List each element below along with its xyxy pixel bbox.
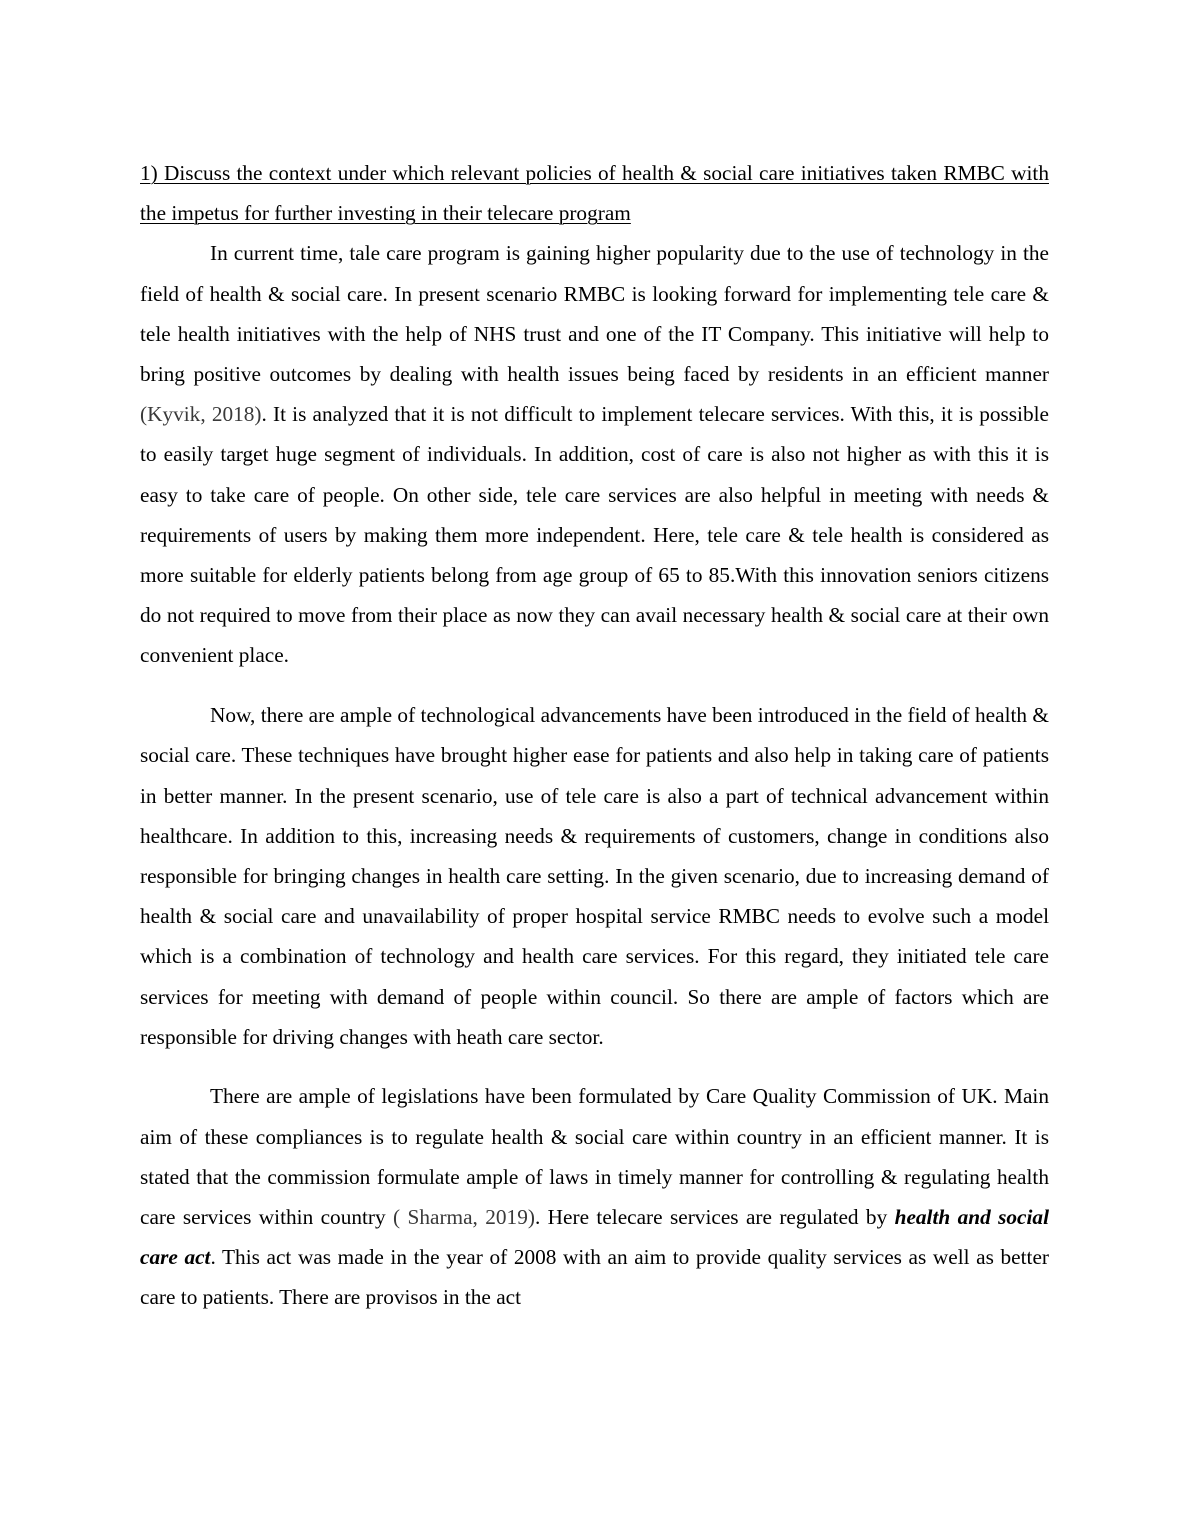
- citation-sharma: ( Sharma, 2019): [393, 1205, 535, 1230]
- paragraph-3: [140, 1076, 1049, 1317]
- paragraph-3-text-start: There are ample of legislations have been formulated by Care Quality Commission of UK. Main aim of these compliances is to regulate health & social care within country in an efficient manner. It is stated that the commission formulate ample of laws in timely manner for controlling & regulating health care services within country: [140, 1084, 1049, 1230]
- paragraph-1-text-end: . It is analyzed that it is not difficult to implement telecare services. With this, it is possible to easily target huge segment of individuals. In addition, cost of care is also not higher as with this it is easy to take care of people. On other side, tele care services are also helpful in meeting with needs & requirements of users by making them more independent. Here, tele care & tele health is considered as more suitable for elderly patients belong from age group of 65 to 85.With this innovation seniors citizens do not required to move from their place as now they can avail necessary health & social care at their own convenient place.: [140, 402, 1049, 668]
- paragraph-3-text-middle: . Here telecare services are regulated by: [534, 1205, 895, 1230]
- paragraph-2: Now, there are ample of technological advancements have been introduced in the field of health & social care. These techniques have brought higher ease for patients and also help in taking care of patients in better manner. In the present scenario, use of tele care is also a part of technical advancement within healthcare. In addition to this, increasing needs & requirements of customers, change in conditions also responsible for bringing changes in health care setting. In the given scenario, due to increasing demand of health & social care and unavailability of proper hospital service RMBC needs to evolve such a model which is a combination of technology and health care services. For this regard, they initiated tele care services for meeting with demand of people within council. So there are ample of factors which are responsible for driving changes with heath care sector.: [140, 703, 1049, 1049]
- paragraph-1-text-start: In current time, tale care program is gaining higher popularity due to the use of technology in the field of health & social care. In present scenario RMBC is looking forward for implementing tele care & tele health initiatives with the help of NHS trust and one of the IT Company. This initiative will help to bring positive outcomes by dealing with health issues being faced by residents in an efficient manner: [140, 241, 1049, 387]
- citation-kyvik: (Kyvik, 2018): [140, 402, 262, 427]
- paragraph-3-text-end: . This act was made in the year of 2008 with an aim to provide quality services as well as better care to patients. There are provisos in the act: [140, 1245, 1050, 1310]
- document-body: [140, 153, 1049, 1318]
- paragraph-1: [140, 233, 1049, 675]
- act-name-emphasis: health and social care act: [140, 1205, 1049, 1270]
- question-heading: 1) Discuss the context under which relevant policies of health & social care initiatives taken RMBC with the impetus for further investing in their telecare program: [140, 161, 1049, 226]
